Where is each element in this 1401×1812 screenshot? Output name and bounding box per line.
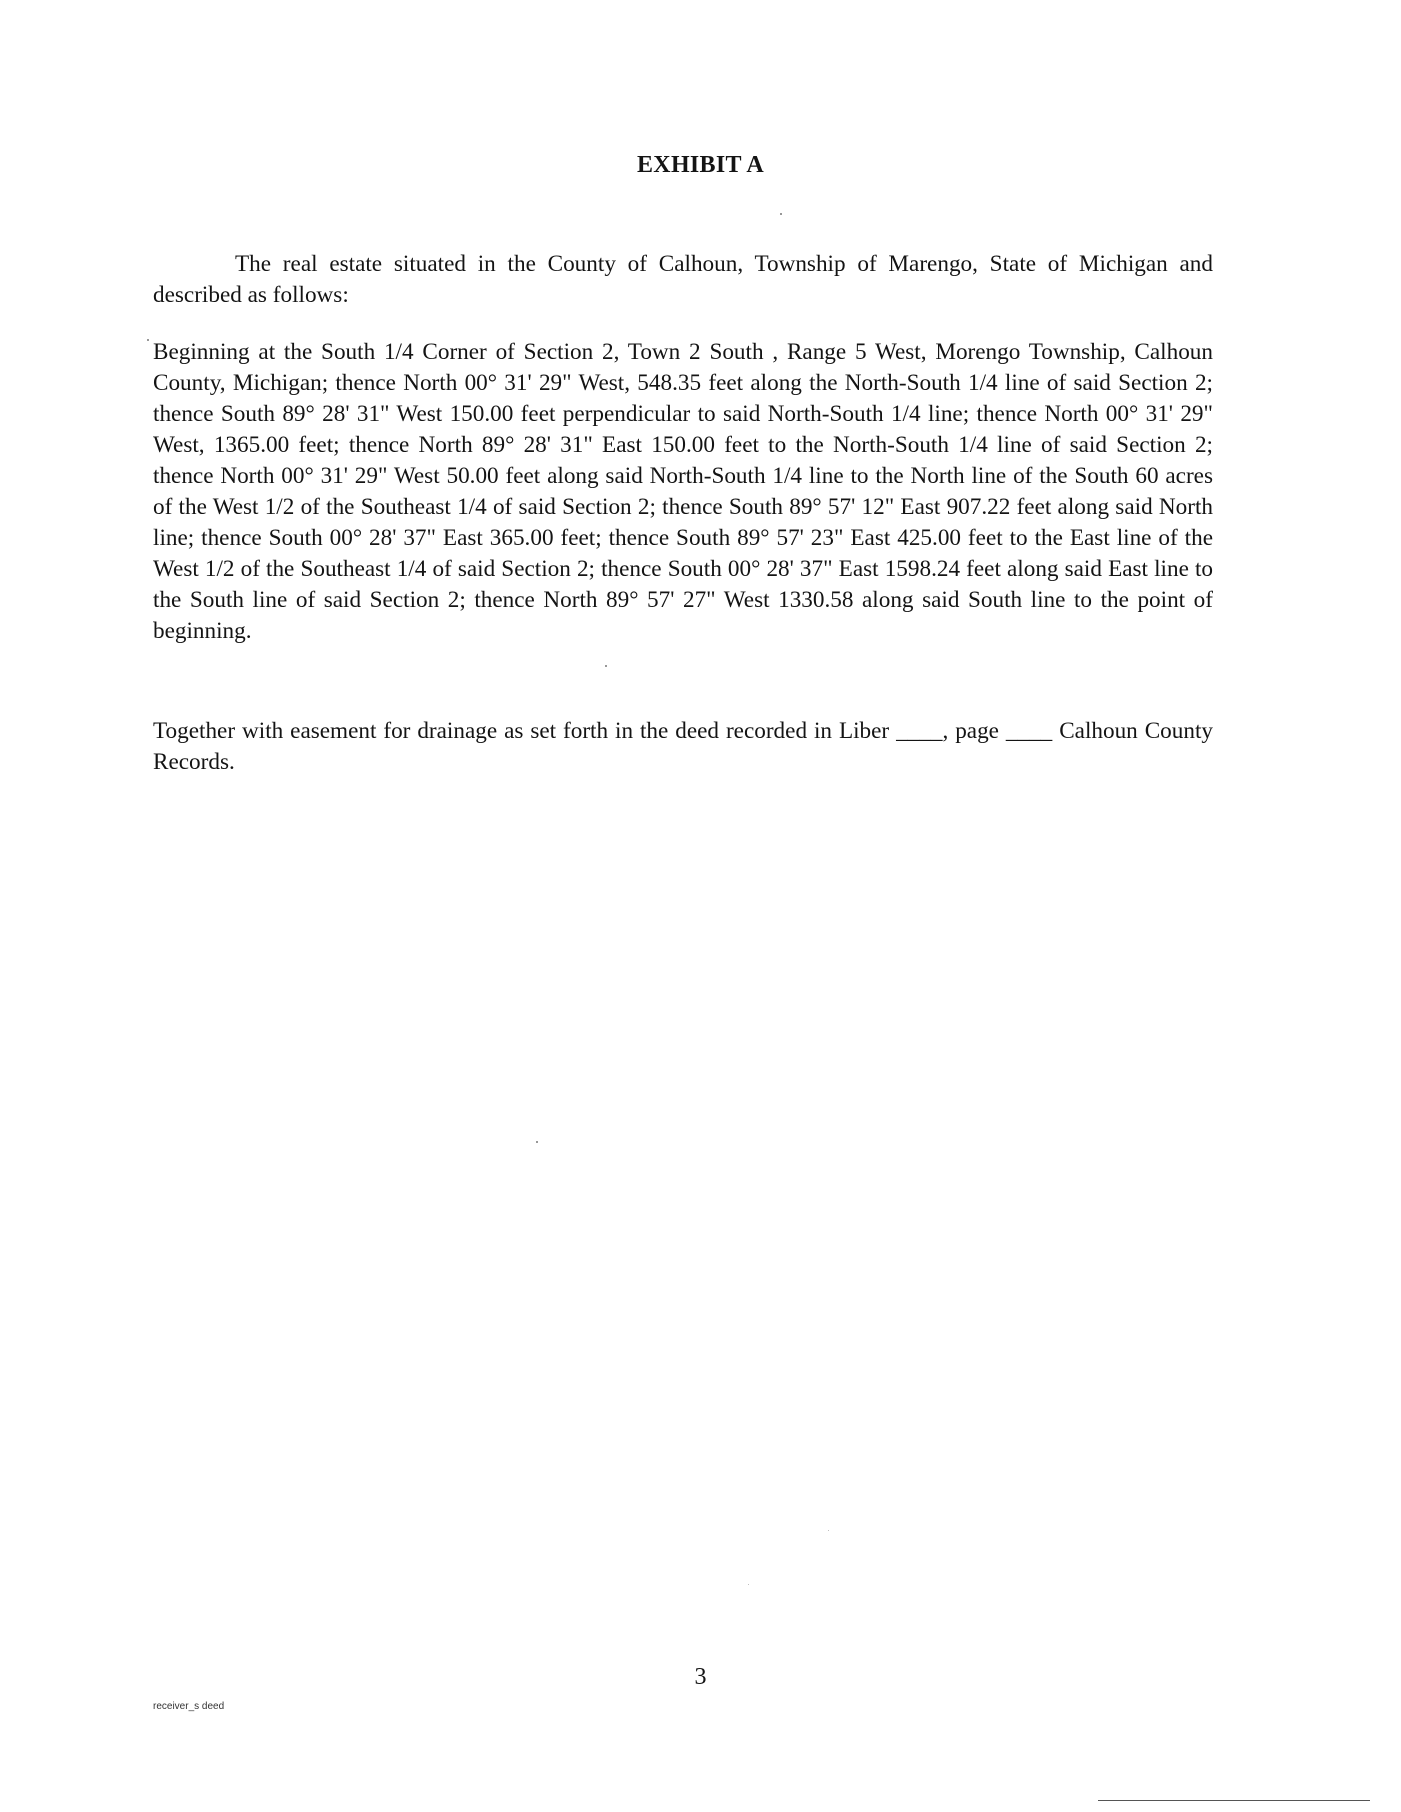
scan-speck bbox=[748, 1584, 749, 1585]
document-title: EXHIBIT A bbox=[637, 152, 764, 178]
scan-speck bbox=[780, 213, 782, 215]
scan-speck bbox=[828, 1530, 829, 1531]
intro-paragraph: The real estate situated in the County of Calhoun, Township of Marengo, State of Michigan and described as follows: bbox=[153, 251, 1213, 308]
legal-description-paragraph: Beginning at the South 1/4 Corner of Section 2, Town 2 South , Range 5 West, Morengo Township, Calhoun County, Michigan; thence North 00° 31' 29" West, 548.35 feet along the North-South 1/4 line of said Section 2; thence South 89° 28' 31" West 150.00 feet perpendicular to said North-South 1/4 line; thence North 00° 31' 29" West, 1365.00 feet; thence North 89° 28' 31" East 150.00 feet to the North-South 1/4 line of said Section 2; thence North 00° 31' 29" West 50.00 feet along said North-South 1/4 line to the North line of the South 60 acres of the West 1/2 of the Southeast 1/4 of said Section 2; thence South 89° 57' 12" East 907.22 feet along said North line; thence South 00° 28' 37" East 365.00 feet; thence South 89° 57' 23" East 425.00 feet to the East line of the West 1/2 of the Southeast 1/4 of said Section 2; thence South 00° 28' 37" East 1598.24 feet along said East line to the South line of said Section 2; thence North 89° 57' 27" West 1330.58 along said South line to the point of beginning. bbox=[153, 339, 1213, 644]
page-number: 3 bbox=[694, 1664, 707, 1690]
bottom-rule bbox=[1098, 1800, 1370, 1801]
scan-speck bbox=[536, 1141, 538, 1143]
footer-filename: receiver_s deed bbox=[153, 1701, 225, 1712]
scan-speck bbox=[605, 665, 607, 667]
easement-paragraph: Together with easement for drainage as set forth in the deed recorded in Liber ____, page ____ Calhoun County Records. bbox=[153, 718, 1213, 775]
scan-speck bbox=[147, 339, 149, 341]
